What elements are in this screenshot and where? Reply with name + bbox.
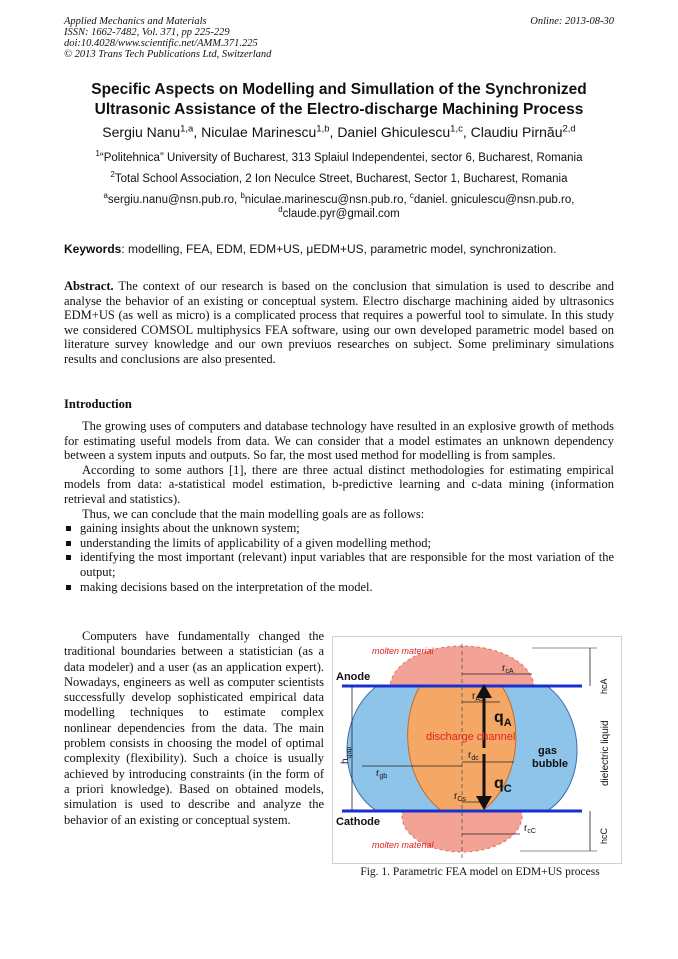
hcA-label: hcA: [599, 678, 609, 694]
bubble-label: bubble: [532, 758, 569, 770]
cathode-label: Cathode: [336, 816, 380, 828]
anode-label: Anode: [336, 671, 371, 683]
email-b: niculae.marinescu@nsn.pub.ro,: [244, 194, 407, 206]
email-list: [40, 193, 638, 221]
rcC-r: r: [524, 823, 528, 834]
author-sup: 1,c: [450, 123, 463, 135]
author-sup: 1,a: [180, 123, 194, 135]
qA-sub: A: [503, 717, 512, 729]
figure-caption: Fig. 1. Parametric FEA model on EDM+US process: [360, 866, 600, 878]
author-sup: 2,d: [562, 123, 576, 135]
email-d: claude.pyr@gmail.com: [282, 208, 400, 220]
online-date: Online: 2013-08-30: [530, 16, 614, 27]
qC-sub: C: [503, 783, 512, 795]
discharge-channel-label: discharge channel: [426, 731, 516, 743]
introduction-heading: Introduction: [64, 397, 132, 411]
paper-title: [40, 80, 638, 120]
qC-q: q: [494, 775, 504, 792]
author-name: Sergiu Nanu: [102, 124, 181, 140]
copyright-line: © 2013 Trans Tech Publications Ltd, Switzerland: [64, 49, 272, 60]
author-name: Claudiu Pirnău: [470, 124, 563, 140]
hgap-h: h: [340, 758, 351, 764]
hcC-label: hcC: [599, 827, 609, 844]
abstract-label: Abstract.: [64, 279, 114, 293]
journal-name: Applied Mechanics and Materials: [64, 16, 207, 27]
rcA-r: r: [502, 663, 506, 674]
intro-paragraph-4: [64, 629, 324, 828]
email-sup: c: [409, 191, 414, 201]
intro-paragraph-1: The growing uses of computers and database technology have resulted in an explosive growth of methods for estimating useful models from data. We can consider that a model estimates an unknown dependency between a system inputs and outputs. So far, the most used method for modelling is from samples.: [64, 419, 614, 463]
email-c: daniel. gniculescu@nsn.pub.ro,: [413, 194, 575, 206]
rcA-sub: cA: [505, 668, 514, 675]
author-sup: 1,b: [316, 123, 330, 135]
molten-bottom-label: molten material: [372, 840, 434, 850]
rCs-r: r: [454, 791, 458, 802]
list-item: understanding the limits of applicability of a given modelling method;: [64, 536, 614, 551]
gas-label: gas: [538, 745, 557, 757]
intro-paragraph-3: Thus, we can conclude that the main modelling goals are as follows:: [82, 506, 425, 521]
abstract: [64, 279, 614, 367]
rgb-r: r: [376, 768, 380, 779]
title-line-2: Ultrasonic Assistance of the Electro-discharge Machining Process: [94, 101, 584, 118]
keywords: [64, 242, 620, 256]
rdc-r: r: [468, 750, 472, 761]
aff-text: Total School Association, 2 Ion Neculce Street, Bucharest, Sector 1, Bucharest, Romania: [114, 173, 568, 185]
dielectric-label: dielectric liquid: [600, 720, 611, 786]
intro-paragraph-2: According to some authors [1], there are three actual distinct methodologies for estimating empirical models from data: a-statistical model estimation, b-predictive learning and c-data mining (information retrieval and statistics).: [64, 462, 614, 506]
email-sup: a: [103, 191, 108, 201]
aff-sup: 2: [110, 170, 115, 180]
fea-model-figure: [332, 636, 622, 864]
doi-line: doi:10.4028/www.scientific.net/AMM.371.225: [64, 38, 258, 49]
author-list: Sergiu Nanu$^{1,a}$, Niculae Marinescu$^{1,b}$, Daniel Ghiculescu$^{1,c}$, Claudiu Pirnău$^{2,d}$: [102, 123, 576, 140]
issn-line: ISSN: 1662-7482, Vol. 371, pp 225-229: [64, 27, 230, 38]
affiliation-1: [40, 151, 638, 165]
rCs-sub: Cs: [457, 796, 466, 803]
author-name: Niculae Marinescu: [201, 124, 317, 140]
abstract-text: The context of our research is based on the conclusion that simulation is used to describe and analyse the behavior of an existing or conceptual system. Electro discharge machining aided by ultrasonics EDM+US (as well as micro) is a complicated process that requires a powerful tool to simulate. In this study we considered COMSOL multiphysics FEA software, using our own developed parametric model based on literature survey knowledge and our own previuos researches on subject. Some preliminary simulations results and conclusions are also presented.: [64, 279, 614, 366]
keywords-text: : modelling, FEA, EDM, EDM+US, μEDM+US, parametric model, synchronization.: [121, 242, 557, 256]
goals-list: [64, 521, 614, 594]
email-a: sergiu.nanu@nsn.pub.ro,: [107, 194, 238, 206]
rAs-r: r: [472, 691, 476, 702]
rdc-sub: dc: [471, 755, 479, 762]
email-sup: d: [278, 205, 283, 215]
rAs-sub: As: [475, 696, 484, 703]
intro-paragraph-4-text: Computers have fundamentally changed the traditional boundaries between a statistician (as a data modeler) and a user (as an application expert). Nowadays, engineers as well as computer scientists successfully develop sophisticated empirical data modelling techniques to estimate complex nonlinear dependencies from the data. The main problem consists in choosing the model of optimal complexity (flexibility). Such a choice is usually achieved by introducing constraints (in the form of a priori knowledge). Based on obtained models, simulation is used to describe and analyze the behavior of an existing or conceptual system.: [64, 629, 324, 827]
list-item: identifying the most important (relevant) input variables that are responsible for the most variation of the output;: [64, 550, 614, 579]
author-name: Daniel Ghiculescu: [337, 124, 451, 140]
aff-sup: 1: [95, 149, 100, 159]
introduction-body: [64, 419, 614, 594]
qA-q: q: [494, 709, 504, 726]
running-header: [64, 16, 271, 60]
rcC-sub: cC: [527, 828, 536, 835]
email-sup: b: [240, 191, 245, 201]
aff-text: “Politehnica” University of Bucharest, 313 Splaiul Independentei, sector 6, Bucharest, Romania: [99, 152, 583, 164]
keywords-label: Keywords: [64, 242, 122, 256]
rgb-sub: gb: [379, 773, 388, 780]
title-line-1: Specific Aspects on Modelling and Simullation of the Synchronized: [91, 81, 587, 98]
affiliation-2: [40, 172, 638, 186]
list-item: gaining insights about the unknown system;: [64, 521, 614, 536]
molten-top-label: molten material: [372, 646, 434, 656]
hgap-sub: gap: [346, 746, 353, 759]
list-item: making decisions based on the interpretation of the model.: [64, 580, 614, 595]
